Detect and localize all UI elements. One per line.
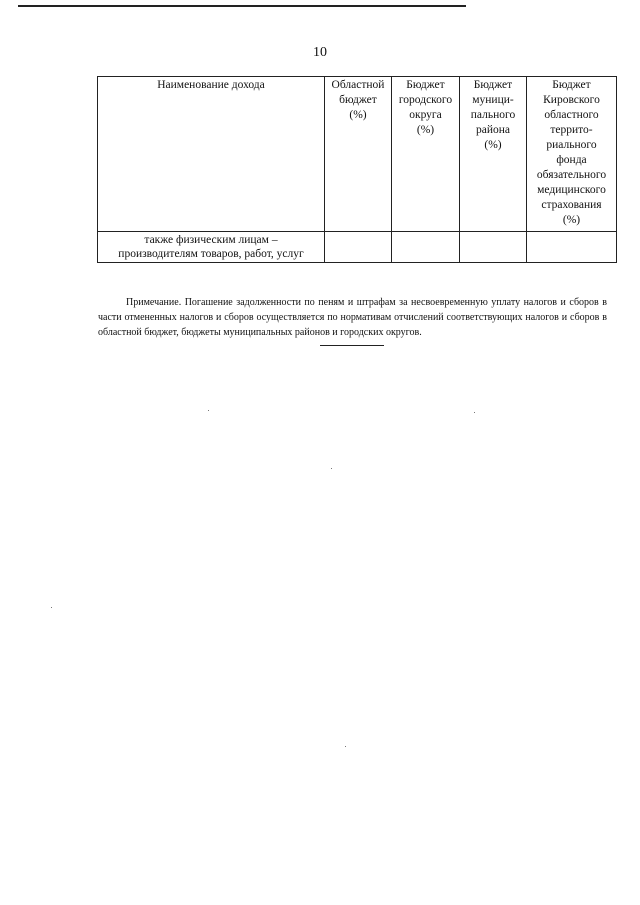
top-border-line [18,5,466,7]
scan-speck [345,746,346,747]
page-number: 10 [313,45,327,60]
header-income-name: Наименование дохода [98,77,325,232]
note-paragraph: Примечание. Погашение задолженности по пеням и штрафам за несвоевременную уплату налогов и сборов в части отмененных налогов и сборов осуществляется по нормативам отчислений соответствующих налогов и сборов в областной бюджет, бюджеты муниципальных районов и городских округов. [98,297,607,338]
row-income-name: также физическим лицам – производителям товаров, работ, услуг [98,232,325,263]
row-city-district-value [392,232,460,263]
scan-speck [331,468,332,469]
table-header-row [98,77,617,232]
row-regional-value [325,232,392,263]
row-medical-insurance-value [527,232,617,263]
end-separator-line [320,345,384,346]
scan-speck [208,410,209,411]
header-city-district-budget: Бюджет городского округа (%) [392,77,460,232]
header-medical-insurance-fund: Бюджет Кировского областного террито- риального фонда обязательного медицинского страхования (%) [527,77,617,232]
header-municipal-district-budget: Бюджет муници- пального района (%) [460,77,527,232]
header-regional-budget: Областной бюджет (%) [325,77,392,232]
row-municipal-district-value [460,232,527,263]
scan-speck [51,607,52,608]
scan-speck [474,412,475,413]
table-row [98,232,617,263]
income-distribution-table [97,76,617,263]
